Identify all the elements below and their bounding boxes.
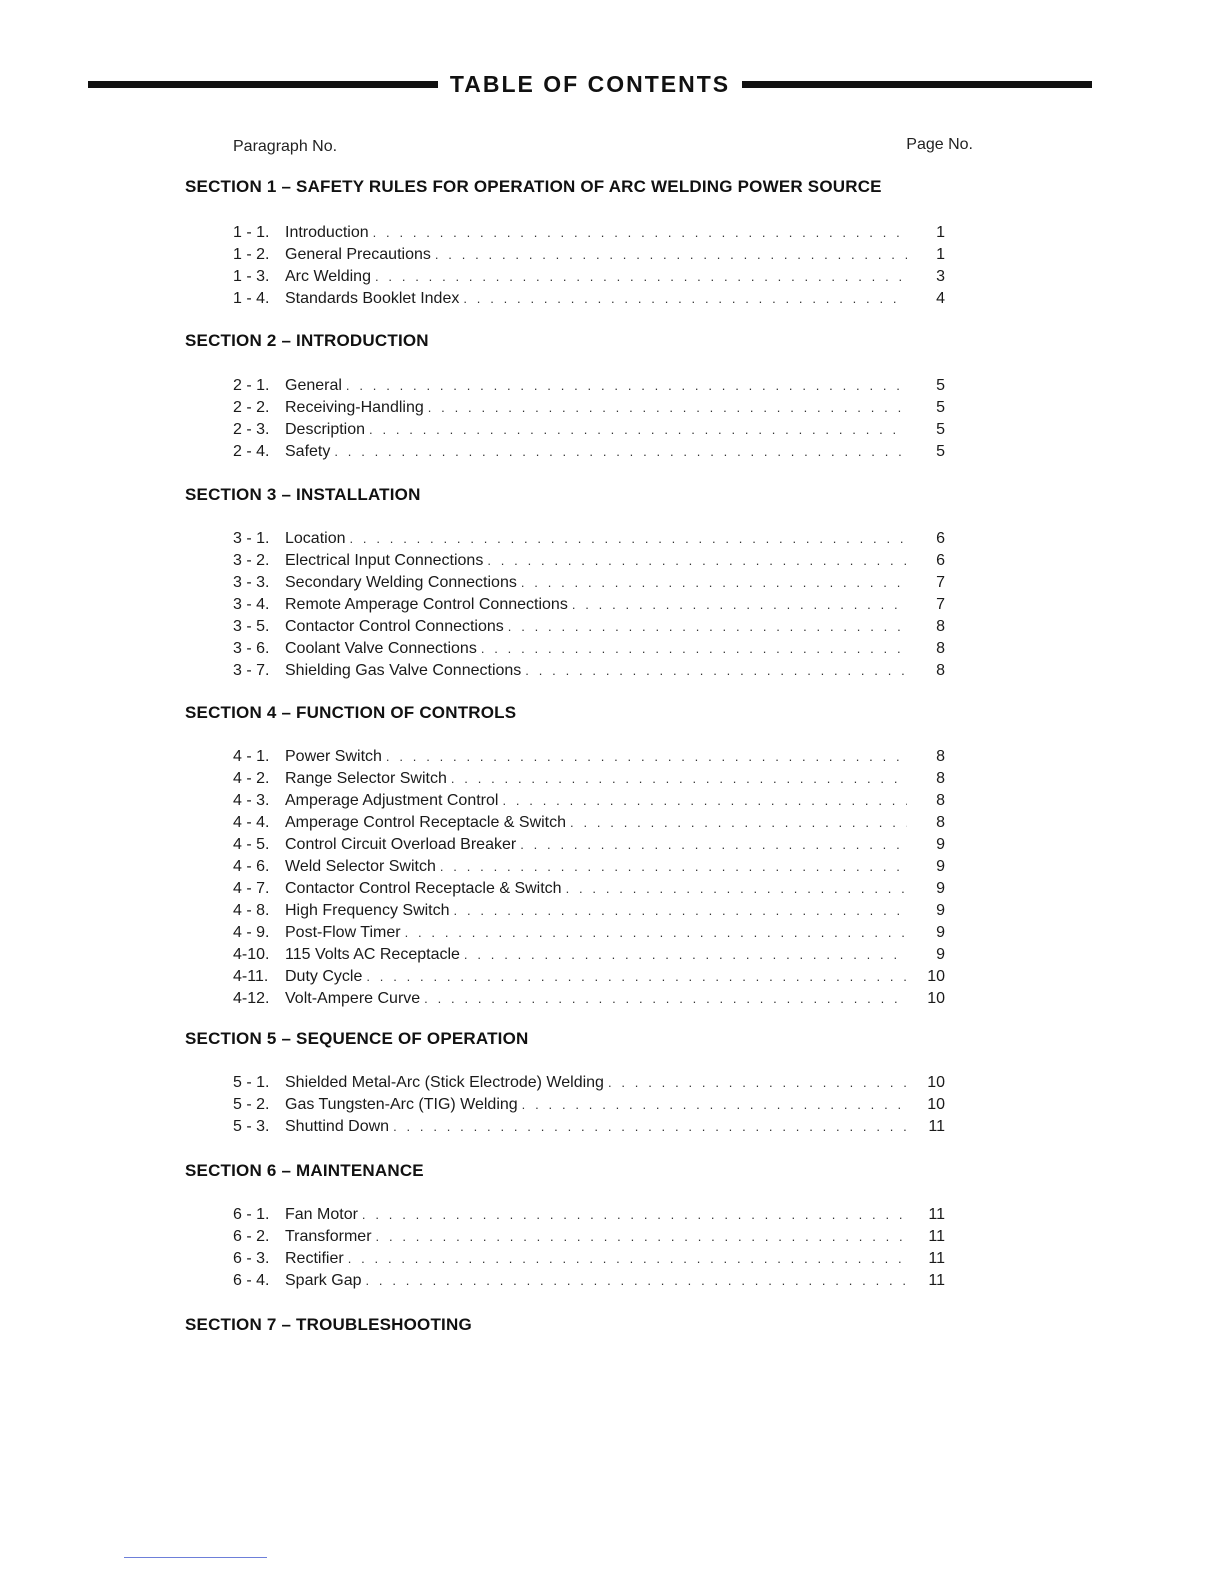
entry-number: 2 - 4.: [233, 443, 270, 460]
dot-leader: [424, 988, 907, 1010]
entry-title: Amperage Adjustment Control: [285, 792, 499, 809]
dot-leader: [454, 900, 907, 922]
toc-entry[interactable]: [233, 660, 953, 682]
entry-page: 8: [936, 640, 945, 657]
entry-number: 3 - 2.: [233, 552, 270, 569]
entry-page: 10: [927, 968, 945, 985]
dot-leader: [508, 616, 907, 638]
entry-title: Description: [285, 421, 366, 438]
toc-entry[interactable]: [233, 594, 953, 616]
entry-number: 6 - 4.: [233, 1272, 270, 1289]
entry-page: 8: [936, 770, 945, 787]
toc-entry[interactable]: [233, 966, 953, 988]
dot-leader: [348, 1248, 907, 1270]
toc-entry[interactable]: [233, 1116, 953, 1138]
bottom-link-underline: [124, 1557, 267, 1558]
section-heading: SECTION 4 – FUNCTION OF CONTROLS: [185, 703, 517, 722]
entry-number: 2 - 3.: [233, 421, 270, 438]
entry-number: 4 - 3.: [233, 792, 270, 809]
dot-leader: [366, 966, 907, 988]
section-heading: SECTION 2 – INTRODUCTION: [185, 331, 429, 350]
entry-title: 115 Volts AC Receptacle: [285, 946, 460, 963]
column-headers: [233, 136, 973, 158]
entry-title: Shielded Metal-Arc (Stick Electrode) Welding: [285, 1074, 604, 1091]
entry-title: General Precautions: [285, 246, 431, 263]
entry-title: Gas Tungsten-Arc (TIG) Welding: [285, 1096, 518, 1113]
toc-entry[interactable]: [233, 1248, 953, 1270]
toc-entry[interactable]: [233, 988, 953, 1010]
entry-page: 11: [928, 1272, 945, 1289]
dot-leader: [525, 660, 907, 682]
entry-page: 9: [936, 924, 945, 941]
entry-page: 11: [928, 1228, 945, 1245]
entry-page: 11: [928, 1206, 945, 1223]
toc-entry[interactable]: [233, 812, 953, 834]
entry-page: 5: [936, 421, 945, 438]
dot-leader: [570, 812, 907, 834]
entry-title: Weld Selector Switch: [285, 858, 436, 875]
section-heading: SECTION 6 – MAINTENANCE: [185, 1161, 424, 1180]
toc-entry[interactable]: [233, 528, 953, 550]
dot-leader: [487, 550, 907, 572]
toc-entry[interactable]: [233, 638, 953, 660]
dot-leader: [435, 244, 907, 266]
dot-leader: [362, 1204, 907, 1226]
entry-page: 4: [936, 290, 945, 307]
section-heading: SECTION 5 – SEQUENCE OF OPERATION: [185, 1029, 529, 1048]
entry-number: 1 - 3.: [233, 268, 270, 285]
entry-number: 4-12.: [233, 990, 270, 1007]
toc-entry[interactable]: [233, 572, 953, 594]
entry-page: 11: [928, 1118, 945, 1135]
entry-number: 4 - 8.: [233, 902, 270, 919]
toc-entry[interactable]: [233, 419, 953, 441]
toc-entry[interactable]: [233, 746, 953, 768]
section-heading: SECTION 3 – INSTALLATION: [185, 485, 421, 504]
entry-number: 4 - 9.: [233, 924, 270, 941]
toc-entry[interactable]: [233, 790, 953, 812]
toc-entry[interactable]: [233, 1204, 953, 1226]
entry-title: Amperage Control Receptacle & Switch: [285, 814, 567, 831]
toc-entry[interactable]: [233, 834, 953, 856]
entry-page: 8: [936, 748, 945, 765]
dot-leader: [463, 288, 907, 310]
paragraph-column-header: Paragraph No.: [233, 138, 338, 155]
entry-number: 6 - 2.: [233, 1228, 270, 1245]
section-heading: SECTION 1 – SAFETY RULES FOR OPERATION OF ARC WELDING POWER SOURCE: [185, 177, 882, 196]
entry-number: 4 - 7.: [233, 880, 270, 897]
dot-leader: [369, 419, 907, 441]
entry-number: 5 - 2.: [233, 1096, 270, 1113]
entry-title: Control Circuit Overload Breaker: [285, 836, 517, 853]
section-entries: [233, 746, 953, 1010]
toc-entry[interactable]: [233, 900, 953, 922]
page-title: TABLE OF CONTENTS: [449, 70, 731, 97]
section-entries: [233, 375, 953, 463]
entry-page: 9: [936, 836, 945, 853]
entry-number: 6 - 3.: [233, 1250, 270, 1267]
dot-leader: [393, 1116, 907, 1138]
entry-title: High Frequency Switch: [285, 902, 450, 919]
entry-title: Coolant Valve Connections: [285, 640, 477, 657]
entry-number: 2 - 2.: [233, 399, 270, 416]
entry-number: 5 - 1.: [233, 1074, 270, 1091]
entry-title: Range Selector Switch: [285, 770, 447, 787]
toc-entry[interactable]: [233, 1226, 953, 1248]
toc-entry[interactable]: [233, 244, 953, 266]
toc-entry[interactable]: [233, 397, 953, 419]
entry-number: 3 - 6.: [233, 640, 270, 657]
dot-leader: [520, 834, 907, 856]
entry-page: 5: [936, 377, 945, 394]
entry-title: Contactor Control Connections: [285, 618, 504, 635]
dot-leader: [365, 1270, 907, 1292]
toc-entry[interactable]: [233, 768, 953, 790]
entry-title: Transformer: [285, 1228, 372, 1245]
entry-title: Secondary Welding Connections: [285, 574, 517, 591]
header-rule-left: [88, 81, 438, 88]
entry-number: 3 - 7.: [233, 662, 270, 679]
toc-entry[interactable]: [233, 288, 953, 310]
entry-number: 1 - 4.: [233, 290, 270, 307]
toc-entry[interactable]: [233, 550, 953, 572]
dot-leader: [451, 768, 907, 790]
dot-leader: [428, 397, 907, 419]
toc-entry[interactable]: [233, 1094, 953, 1116]
entry-number: 4-10.: [233, 946, 270, 963]
entry-page: 6: [936, 530, 945, 547]
toc-entry[interactable]: [233, 222, 953, 244]
entry-title: General: [285, 377, 342, 394]
entry-page: 10: [927, 1074, 945, 1091]
entry-title: Duty Cycle: [285, 968, 363, 985]
dot-leader: [440, 856, 907, 878]
entry-page: 11: [928, 1250, 945, 1267]
dot-leader: [334, 441, 907, 463]
entry-page: 9: [936, 902, 945, 919]
entry-page: 8: [936, 814, 945, 831]
entry-title: Volt-Ampere Curve: [285, 990, 421, 1007]
page-column-header: Page No.: [906, 136, 973, 153]
dot-leader: [566, 878, 907, 900]
dot-leader: [521, 572, 907, 594]
entry-title: Rectifier: [285, 1250, 344, 1267]
entry-title: Shuttind Down: [285, 1118, 390, 1135]
entry-number: 1 - 2.: [233, 246, 270, 263]
entry-number: 3 - 1.: [233, 530, 270, 547]
entry-page: 6: [936, 552, 945, 569]
dot-leader: [346, 375, 907, 397]
toc-entry[interactable]: [233, 616, 953, 638]
section-entries: [233, 1204, 953, 1292]
toc-entry[interactable]: [233, 266, 953, 288]
toc-entry[interactable]: [233, 441, 953, 463]
section-heading: SECTION 7 – TROUBLESHOOTING: [185, 1315, 472, 1334]
dot-leader: [373, 222, 907, 244]
entry-title: Location: [285, 530, 346, 547]
section-entries: [233, 222, 953, 310]
entry-page: 5: [936, 399, 945, 416]
dot-leader: [350, 528, 908, 550]
toc-entry[interactable]: [233, 375, 953, 397]
entry-title: Introduction: [285, 224, 369, 241]
toc-entry[interactable]: [233, 1270, 953, 1292]
entry-title: Electrical Input Connections: [285, 552, 484, 569]
entry-page: 9: [936, 858, 945, 875]
entry-number: 3 - 3.: [233, 574, 270, 591]
entry-number: 3 - 4.: [233, 596, 270, 613]
entry-number: 3 - 5.: [233, 618, 270, 635]
entry-number: 4 - 1.: [233, 748, 270, 765]
entry-page: 10: [927, 1096, 945, 1113]
entry-page: 3: [936, 268, 945, 285]
section-entries: [233, 528, 953, 682]
entry-number: 5 - 3.: [233, 1118, 270, 1135]
entry-page: 1: [936, 246, 945, 263]
entry-title: Spark Gap: [285, 1272, 362, 1289]
entry-page: 8: [936, 618, 945, 635]
dot-leader: [464, 944, 907, 966]
dot-leader: [386, 746, 907, 768]
header-rule-right: [742, 81, 1092, 88]
entry-title: Fan Motor: [285, 1206, 358, 1223]
entry-page: 8: [936, 662, 945, 679]
entry-number: 4 - 6.: [233, 858, 270, 875]
entry-title: Shielding Gas Valve Connections: [285, 662, 522, 679]
section-entries: [233, 1072, 953, 1138]
dot-leader: [376, 1226, 907, 1248]
dot-leader: [481, 638, 907, 660]
entry-title: Receiving-Handling: [285, 399, 424, 416]
dot-leader: [522, 1094, 907, 1116]
entry-page: 7: [936, 574, 945, 591]
toc-entry[interactable]: [233, 922, 953, 944]
entry-number: 1 - 1.: [233, 224, 270, 241]
entry-number: 2 - 1.: [233, 377, 270, 394]
entry-title: Power Switch: [285, 748, 382, 765]
entry-title: Safety: [285, 443, 331, 460]
dot-leader: [405, 922, 907, 944]
entry-title: Arc Welding: [285, 268, 371, 285]
entry-page: 9: [936, 946, 945, 963]
entry-page: 8: [936, 792, 945, 809]
entry-page: 5: [936, 443, 945, 460]
dot-leader: [608, 1072, 907, 1094]
entry-number: 4-11.: [233, 968, 269, 985]
toc-entry[interactable]: [233, 856, 953, 878]
toc-entry[interactable]: [233, 878, 953, 900]
entry-title: Post-Flow Timer: [285, 924, 401, 941]
entry-title: Contactor Control Receptacle & Switch: [285, 880, 562, 897]
entry-number: 4 - 5.: [233, 836, 270, 853]
toc-entry[interactable]: [233, 1072, 953, 1094]
entry-number: 4 - 4.: [233, 814, 270, 831]
dot-leader: [502, 790, 907, 812]
toc-entry[interactable]: [233, 944, 953, 966]
entry-title: Remote Amperage Control Connections: [285, 596, 568, 613]
entry-page: 7: [936, 596, 945, 613]
entry-page: 10: [927, 990, 945, 1007]
entry-page: 9: [936, 880, 945, 897]
entry-page: 1: [936, 224, 945, 241]
entry-title: Standards Booklet Index: [285, 290, 460, 307]
dot-leader: [375, 266, 907, 288]
entry-number: 6 - 1.: [233, 1206, 270, 1223]
toc-header: [88, 66, 1092, 102]
dot-leader: [572, 594, 907, 616]
entry-number: 4 - 2.: [233, 770, 270, 787]
